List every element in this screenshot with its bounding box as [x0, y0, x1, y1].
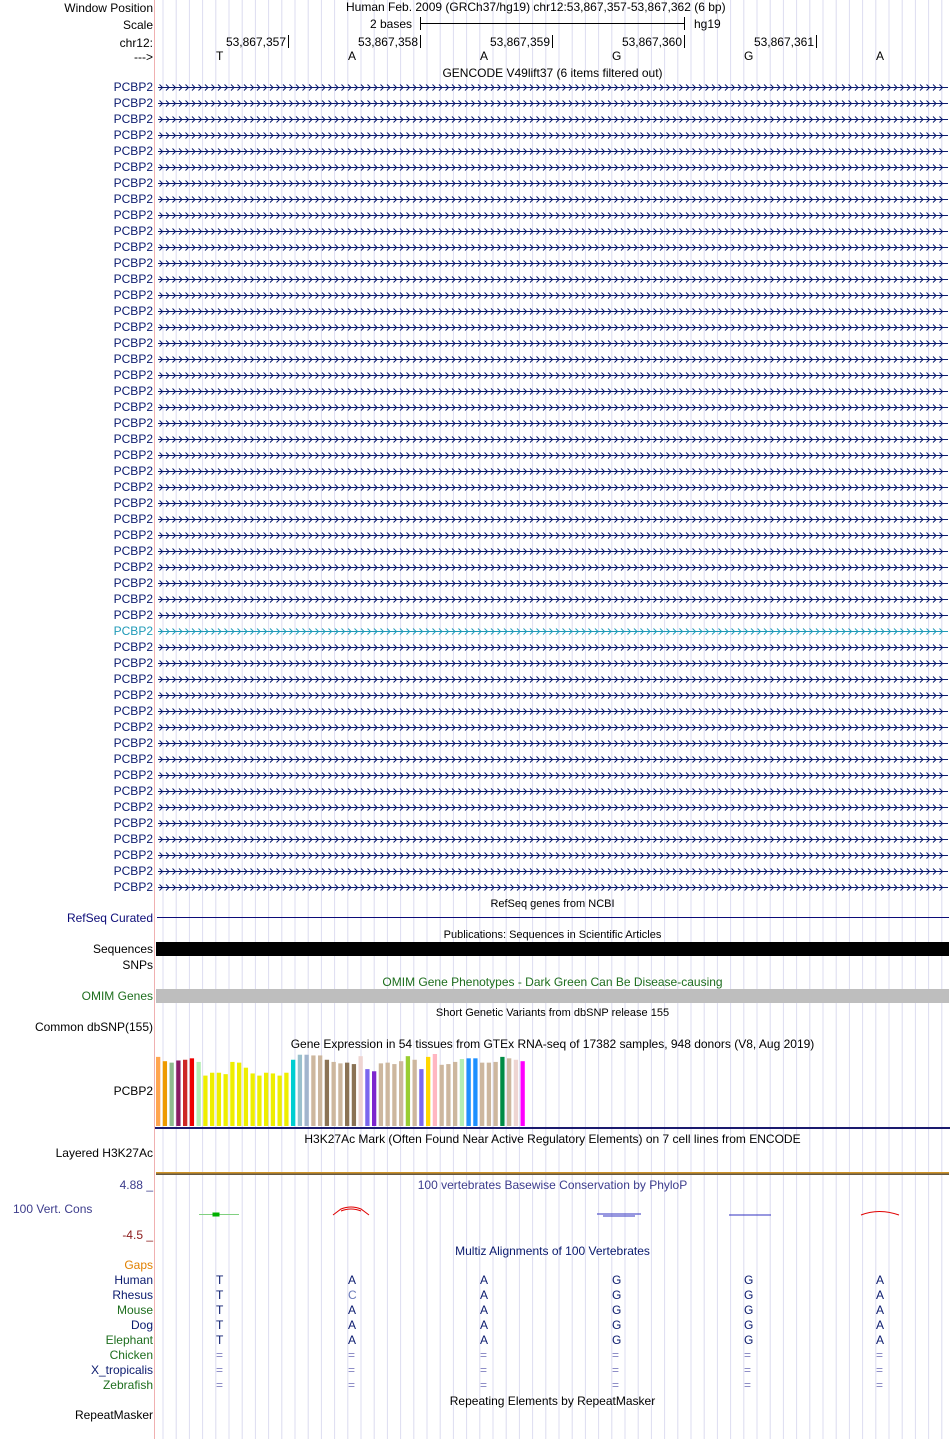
- gtex-tissue-bar[interactable]: [440, 1065, 444, 1126]
- alignment-base: G: [612, 1288, 622, 1302]
- gencode-gene-label[interactable]: PCBP2: [113, 288, 153, 302]
- gencode-transcript-line[interactable]: [158, 868, 948, 875]
- repeatmasker-track-title: Repeating Elements by RepeatMasker: [449, 1394, 656, 1408]
- gencode-gene-label[interactable]: PCBP2: [113, 400, 153, 414]
- gencode-transcript-line[interactable]: [158, 468, 948, 475]
- gtex-tissue-bar[interactable]: [325, 1060, 329, 1126]
- gencode-gene-label[interactable]: PCBP2: [113, 192, 153, 206]
- alignment-base: A: [348, 1303, 357, 1317]
- gencode-gene-label[interactable]: PCBP2: [113, 784, 153, 798]
- gtex-tissue-bar[interactable]: [379, 1063, 383, 1126]
- alignment-base: A: [876, 1273, 885, 1287]
- species-label[interactable]: Elephant: [105, 1333, 153, 1347]
- alignment-base: =: [480, 1363, 488, 1377]
- gencode-gene-label[interactable]: PCBP2: [113, 560, 153, 574]
- ruler-tick: [420, 35, 421, 48]
- gencode-gene-label[interactable]: PCBP2: [113, 240, 153, 254]
- gencode-transcript-line[interactable]: [158, 772, 948, 779]
- refseq-label[interactable]: RefSeq Curated: [66, 911, 153, 925]
- gencode-transcript-line[interactable]: [158, 724, 948, 731]
- gencode-track-title: GENCODE V49lift37 (6 items filtered out): [442, 66, 663, 80]
- alignment-base: =: [612, 1363, 620, 1377]
- gencode-gene-label[interactable]: PCBP2: [113, 304, 153, 318]
- gencode-gene-label[interactable]: PCBP2: [113, 480, 153, 494]
- gtex-tissue-bar[interactable]: [372, 1071, 376, 1126]
- alignment-base: T: [216, 1318, 224, 1332]
- gtex-tissue-bar[interactable]: [217, 1073, 221, 1126]
- alignment-base: G: [612, 1333, 622, 1347]
- gtex-tissue-bar[interactable]: [244, 1068, 248, 1126]
- gtex-expression-chart[interactable]: [155, 1052, 950, 1130]
- alignment-base: =: [876, 1363, 884, 1377]
- gencode-gene-label[interactable]: PCBP2: [113, 624, 153, 638]
- gencode-transcript-line[interactable]: [158, 676, 948, 683]
- gencode-transcript-line[interactable]: [158, 756, 948, 763]
- gencode-gene-label[interactable]: PCBP2: [113, 608, 153, 622]
- window-position-label: Window Position: [64, 1, 153, 15]
- gencode-transcript-line[interactable]: [158, 548, 948, 555]
- gencode-transcript-line[interactable]: [158, 100, 948, 107]
- alignment-base: G: [612, 1303, 622, 1317]
- ruler-position: 53,867,359: [489, 35, 550, 49]
- gencode-gene-label[interactable]: PCBP2: [113, 336, 153, 350]
- base-letter: T: [216, 49, 224, 63]
- species-label[interactable]: Chicken: [109, 1348, 153, 1362]
- alignment-base: T: [216, 1303, 224, 1317]
- dbsnp-label[interactable]: Common dbSNP(155): [34, 1020, 153, 1034]
- gtex-tissue-bar[interactable]: [386, 1063, 390, 1126]
- gtex-tissue-bar[interactable]: [392, 1064, 396, 1126]
- species-label[interactable]: Zebrafish: [102, 1378, 153, 1392]
- gencode-transcript-line[interactable]: [158, 708, 948, 715]
- gtex-tissue-bar[interactable]: [521, 1061, 525, 1126]
- ruler-tick: [288, 35, 289, 48]
- alignment-base: =: [348, 1363, 356, 1377]
- gtex-tissue-bar[interactable]: [507, 1058, 511, 1126]
- alignment-base: =: [216, 1348, 224, 1362]
- gtex-tissue-bar[interactable]: [359, 1056, 363, 1126]
- species-label[interactable]: Human: [114, 1273, 153, 1287]
- scale-label: Scale: [122, 18, 153, 32]
- gtex-tissue-bar[interactable]: [230, 1062, 234, 1126]
- omim-bar[interactable]: [156, 989, 949, 1003]
- gencode-transcript-line[interactable]: [158, 452, 948, 459]
- gtex-tissue-bar[interactable]: [156, 1057, 160, 1126]
- gtex-tissue-bar[interactable]: [305, 1055, 309, 1126]
- gencode-gene-label[interactable]: PCBP2: [113, 768, 153, 782]
- gencode-gene-label[interactable]: PCBP2: [113, 80, 153, 94]
- species-label[interactable]: Dog: [130, 1318, 153, 1332]
- species-label[interactable]: X_tropicalis: [90, 1363, 153, 1377]
- alignment-base: A: [876, 1318, 885, 1332]
- gtex-tissue-bar[interactable]: [338, 1063, 342, 1126]
- gtex-track-title: Gene Expression in 54 tissues from GTEx RNA-seq of 17382 samples, 948 donors (V8, Aug 2019): [290, 1037, 815, 1051]
- phylop-max-label: 4.88 _: [119, 1178, 153, 1192]
- gencode-transcript-line[interactable]: [158, 276, 948, 283]
- gencode-gene-label[interactable]: PCBP2: [113, 656, 153, 670]
- gtex-tissue-bar[interactable]: [433, 1054, 437, 1126]
- gencode-gene-label[interactable]: PCBP2: [113, 112, 153, 126]
- gtex-tissue-bar[interactable]: [257, 1076, 261, 1126]
- gencode-transcript-line[interactable]: [158, 404, 948, 411]
- gencode-gene-label[interactable]: PCBP2: [113, 800, 153, 814]
- ruler-tick: [816, 35, 817, 48]
- alignment-base: =: [876, 1378, 884, 1392]
- ruler-position: 53,867,357: [225, 35, 286, 49]
- ruler-position: 53,867,361: [753, 35, 814, 49]
- gencode-gene-label[interactable]: PCBP2: [113, 464, 153, 478]
- alignment-base: G: [744, 1273, 754, 1287]
- scale-bar-left-tick: [420, 17, 421, 30]
- gtex-tissue-bar[interactable]: [332, 1062, 336, 1126]
- gtex-tissue-bar[interactable]: [467, 1058, 471, 1126]
- gtex-tissue-bar[interactable]: [446, 1064, 450, 1126]
- gtex-tissue-bar[interactable]: [365, 1069, 369, 1126]
- base-letter: A: [348, 49, 357, 63]
- ruler-tick: [552, 35, 553, 48]
- publications-track-title: Publications: Sequences in Scientific Articles: [443, 929, 662, 941]
- alignment-base: A: [348, 1318, 357, 1332]
- phylop-score-mark[interactable]: [333, 1207, 369, 1215]
- gencode-transcript-line[interactable]: [158, 836, 948, 843]
- gencode-gene-label[interactable]: PCBP2: [113, 688, 153, 702]
- refseq-track-title: RefSeq genes from NCBI: [490, 898, 615, 910]
- base-letter: G: [744, 49, 754, 63]
- alignment-base: A: [480, 1288, 489, 1302]
- gencode-gene-label[interactable]: PCBP2: [113, 160, 153, 174]
- gencode-gene-label[interactable]: PCBP2: [113, 544, 153, 558]
- gtex-tissue-bar[interactable]: [284, 1073, 288, 1126]
- gtex-tissue-bar[interactable]: [500, 1057, 504, 1126]
- phylop-track-title: 100 vertebrates Basewise Conservation by PhyloP: [417, 1178, 688, 1192]
- gtex-tissue-bar[interactable]: [264, 1073, 268, 1126]
- gencode-gene-label[interactable]: PCBP2: [113, 736, 153, 750]
- gtex-tissue-bar[interactable]: [190, 1058, 194, 1126]
- phylop-score-mark[interactable]: [597, 1214, 641, 1216]
- gencode-gene-label[interactable]: PCBP2: [113, 272, 153, 286]
- base-letter: A: [876, 49, 885, 63]
- scale-bar: [420, 23, 684, 24]
- gtex-tissue-bar[interactable]: [318, 1055, 322, 1126]
- gencode-gene-label[interactable]: PCBP2: [113, 672, 153, 686]
- gencode-transcript-line[interactable]: [158, 500, 948, 507]
- assembly-label: hg19: [694, 17, 721, 31]
- alignment-base: G: [744, 1303, 754, 1317]
- alignment-base: =: [348, 1378, 356, 1392]
- gtex-tissue-bar[interactable]: [210, 1073, 214, 1126]
- gtex-tissue-bar[interactable]: [298, 1055, 302, 1126]
- gtex-tissue-bar[interactable]: [183, 1060, 187, 1126]
- gencode-gene-label[interactable]: PCBP2: [113, 432, 153, 446]
- alignment-base: T: [216, 1288, 224, 1302]
- gtex-tissue-bar[interactable]: [487, 1063, 491, 1126]
- alignment-base: =: [876, 1348, 884, 1362]
- species-label[interactable]: Mouse: [116, 1303, 153, 1317]
- gencode-transcript-line[interactable]: [158, 580, 948, 587]
- gencode-transcript-line[interactable]: [158, 116, 948, 123]
- snps-label[interactable]: SNPs: [122, 958, 153, 972]
- phylop-score-mark[interactable]: [341, 1209, 361, 1211]
- gencode-gene-label[interactable]: PCBP2: [113, 496, 153, 510]
- gencode-transcript-line[interactable]: [158, 628, 948, 635]
- gencode-gene-label[interactable]: PCBP2: [113, 528, 153, 542]
- h3k27ac-track-title: H3K27Ac Mark (Often Found Near Active Regulatory Elements) on 7 cell lines from ENCODE: [304, 1132, 801, 1146]
- gencode-gene-label[interactable]: PCBP2: [113, 704, 153, 718]
- gtex-tissue-bar[interactable]: [514, 1060, 518, 1126]
- sequences-bar[interactable]: [156, 942, 949, 956]
- ruler-position: 53,867,360: [621, 35, 682, 49]
- alignment-base: A: [876, 1333, 885, 1347]
- gencode-transcript-line[interactable]: [158, 484, 948, 491]
- phylop-chart[interactable]: [155, 1205, 950, 1221]
- gencode-transcript-line[interactable]: [158, 420, 948, 427]
- gencode-gene-label[interactable]: PCBP2: [113, 224, 153, 238]
- alignment-base: G: [612, 1318, 622, 1332]
- gtex-tissue-bar[interactable]: [170, 1063, 174, 1126]
- window-position-title: Human Feb. 2009 (GRCh37/hg19) chr12:53,867,357-53,867,362 (6 bp): [346, 0, 726, 14]
- chrom-label: chr12:: [119, 36, 153, 50]
- gencode-gene-label[interactable]: PCBP2: [113, 864, 153, 878]
- alignment-base: =: [612, 1348, 620, 1362]
- gaps-label[interactable]: Gaps: [124, 1258, 153, 1272]
- gencode-gene-label[interactable]: PCBP2: [113, 128, 153, 142]
- gencode-transcript-line[interactable]: [158, 564, 948, 571]
- gencode-transcript-line[interactable]: [158, 804, 948, 811]
- phylop-min-label: -4.5 _: [122, 1228, 153, 1242]
- gencode-transcript-line[interactable]: [158, 660, 948, 667]
- gtex-tissue-bar[interactable]: [426, 1057, 430, 1126]
- gencode-transcript-line[interactable]: [158, 292, 948, 299]
- gencode-transcript-line[interactable]: [158, 196, 948, 203]
- gtex-tissue-bar[interactable]: [453, 1062, 457, 1126]
- gencode-gene-label[interactable]: PCBP2: [113, 880, 153, 894]
- gencode-gene-label[interactable]: PCBP2: [113, 96, 153, 110]
- gencode-transcript-line[interactable]: [158, 228, 948, 235]
- gencode-gene-label[interactable]: PCBP2: [113, 352, 153, 366]
- sequences-label[interactable]: Sequences: [92, 942, 153, 956]
- alignment-base: C: [348, 1288, 357, 1302]
- gtex-tissue-bar[interactable]: [460, 1059, 464, 1126]
- gencode-transcript-line[interactable]: [158, 356, 948, 363]
- gencode-transcript-line[interactable]: [158, 308, 948, 315]
- phylop-score-mark[interactable]: [861, 1212, 899, 1216]
- gencode-gene-label[interactable]: PCBP2: [113, 256, 153, 270]
- gtex-tissue-bar[interactable]: [473, 1058, 477, 1126]
- gencode-transcript-line[interactable]: [158, 212, 948, 219]
- refseq-gene-line[interactable]: [157, 917, 949, 918]
- alignment-base: G: [744, 1333, 754, 1347]
- alignment-base: =: [480, 1378, 488, 1392]
- strand-toggle[interactable]: --->: [134, 50, 153, 64]
- gtex-label[interactable]: PCBP2: [113, 1084, 153, 1098]
- gencode-transcript-line[interactable]: [158, 532, 948, 539]
- gencode-gene-label[interactable]: PCBP2: [113, 592, 153, 606]
- gencode-gene-label[interactable]: PCBP2: [113, 832, 153, 846]
- gencode-transcript-line[interactable]: [158, 244, 948, 251]
- gencode-gene-label[interactable]: PCBP2: [113, 448, 153, 462]
- omim-track-title: OMIM Gene Phenotypes - Dark Green Can Be Disease-causing: [382, 975, 723, 989]
- gencode-gene-label[interactable]: PCBP2: [113, 848, 153, 862]
- gencode-transcript-line[interactable]: [158, 260, 948, 267]
- alignment-base: =: [612, 1378, 620, 1392]
- gencode-transcript-line[interactable]: [158, 788, 948, 795]
- alignment-base: G: [744, 1288, 754, 1302]
- gencode-transcript-line[interactable]: [158, 692, 948, 699]
- alignment-base: A: [480, 1318, 489, 1332]
- dbsnp-track-title: Short Genetic Variants from dbSNP release 155: [435, 1007, 670, 1019]
- multiz-track-title: Multiz Alignments of 100 Vertebrates: [455, 1244, 650, 1258]
- alignment-base: A: [348, 1333, 357, 1347]
- gencode-gene-label[interactable]: PCBP2: [113, 384, 153, 398]
- gencode-transcript-line[interactable]: [158, 884, 948, 891]
- gtex-tissue-bar[interactable]: [271, 1073, 275, 1126]
- alignment-base: T: [216, 1273, 224, 1287]
- gencode-transcript-line[interactable]: [158, 516, 948, 523]
- gtex-tissue-bar[interactable]: [291, 1060, 295, 1126]
- gtex-tissue-bar[interactable]: [203, 1076, 207, 1126]
- alignment-base: A: [480, 1303, 489, 1317]
- gencode-transcript-line[interactable]: [158, 596, 948, 603]
- phylop-score-mark[interactable]: [213, 1213, 219, 1216]
- scale-text: 2 bases: [370, 17, 413, 31]
- gencode-gene-label[interactable]: PCBP2: [113, 752, 153, 766]
- h3k27ac-label[interactable]: Layered H3K27Ac: [55, 1146, 153, 1160]
- gencode-transcript-line[interactable]: [158, 324, 948, 331]
- gencode-transcript-line[interactable]: [158, 436, 948, 443]
- gencode-transcript-line[interactable]: [158, 388, 948, 395]
- gtex-tissue-bar[interactable]: [494, 1062, 498, 1126]
- gencode-transcript-line[interactable]: [158, 612, 948, 619]
- gencode-gene-label[interactable]: PCBP2: [113, 176, 153, 190]
- gtex-tissue-bar[interactable]: [413, 1060, 417, 1126]
- alignment-base: A: [480, 1273, 489, 1287]
- omim-label[interactable]: OMIM Genes: [81, 989, 153, 1003]
- ruler-position: 53,867,358: [357, 35, 418, 49]
- gtex-tissue-bar[interactable]: [352, 1064, 356, 1126]
- gencode-gene-label[interactable]: PCBP2: [113, 640, 153, 654]
- gtex-tissue-bar[interactable]: [197, 1062, 201, 1126]
- gencode-gene-label[interactable]: PCBP2: [113, 576, 153, 590]
- gencode-transcript-line[interactable]: [158, 372, 948, 379]
- alignment-base: =: [348, 1348, 356, 1362]
- alignment-base: =: [480, 1348, 488, 1362]
- gtex-tissue-bar[interactable]: [419, 1069, 423, 1126]
- gencode-gene-label[interactable]: PCBP2: [113, 816, 153, 830]
- gencode-transcript-line[interactable]: [158, 644, 948, 651]
- gencode-gene-label[interactable]: PCBP2: [113, 416, 153, 430]
- alignment-base: =: [744, 1363, 752, 1377]
- alignment-base: A: [348, 1273, 357, 1287]
- gtex-tissue-bar[interactable]: [163, 1061, 167, 1126]
- alignment-base: T: [216, 1333, 224, 1347]
- gtex-tissue-bar[interactable]: [251, 1073, 255, 1126]
- alignment-base: A: [876, 1303, 885, 1317]
- alignment-base: =: [744, 1378, 752, 1392]
- gencode-gene-label[interactable]: PCBP2: [113, 720, 153, 734]
- gencode-gene-label[interactable]: PCBP2: [113, 320, 153, 334]
- repeatmasker-label[interactable]: RepeatMasker: [74, 1408, 153, 1422]
- alignment-base: =: [744, 1348, 752, 1362]
- gtex-tissue-bar[interactable]: [176, 1060, 180, 1126]
- gtex-tissue-bar[interactable]: [399, 1061, 403, 1126]
- gtex-tissue-bar[interactable]: [406, 1056, 410, 1126]
- gencode-transcript-line[interactable]: [158, 84, 948, 91]
- label-divider: [154, 0, 155, 1439]
- alignment-base: A: [876, 1288, 885, 1302]
- gtex-tissue-bar[interactable]: [480, 1063, 484, 1126]
- gtex-tissue-bar[interactable]: [278, 1076, 282, 1126]
- ruler-tick: [684, 35, 685, 48]
- gencode-transcript-line[interactable]: [158, 740, 948, 747]
- gencode-gene-label[interactable]: PCBP2: [113, 368, 153, 382]
- gencode-gene-label[interactable]: PCBP2: [113, 512, 153, 526]
- gencode-transcript-line[interactable]: [158, 180, 948, 187]
- gtex-tissue-bar[interactable]: [345, 1063, 349, 1126]
- alignment-base: A: [480, 1333, 489, 1347]
- phylop-label[interactable]: 100 Vert. Cons: [13, 1202, 93, 1216]
- alignment-base: G: [612, 1273, 622, 1287]
- gtex-tissue-bar[interactable]: [224, 1074, 228, 1126]
- base-letter: A: [480, 49, 489, 63]
- gtex-baseline: [155, 1127, 950, 1129]
- gencode-transcript-line[interactable]: [158, 852, 948, 859]
- alignment-base: G: [744, 1318, 754, 1332]
- gencode-transcript-line[interactable]: [158, 340, 948, 347]
- gtex-tissue-bar[interactable]: [237, 1063, 241, 1126]
- species-label[interactable]: Rhesus: [112, 1288, 153, 1302]
- gencode-transcript-line[interactable]: [158, 820, 948, 827]
- base-letter: G: [612, 49, 622, 63]
- alignment-base: =: [216, 1378, 224, 1392]
- gencode-gene-label[interactable]: PCBP2: [113, 208, 153, 222]
- gtex-tissue-bar[interactable]: [311, 1055, 315, 1126]
- scale-bar-right-tick: [684, 17, 685, 30]
- h3k27ac-signal-line[interactable]: [156, 1172, 949, 1175]
- gencode-transcript-line[interactable]: [158, 164, 948, 171]
- gencode-transcript-line[interactable]: [158, 132, 948, 139]
- gencode-transcript-line[interactable]: [158, 148, 948, 155]
- gencode-gene-label[interactable]: PCBP2: [113, 144, 153, 158]
- alignment-base: =: [216, 1363, 224, 1377]
